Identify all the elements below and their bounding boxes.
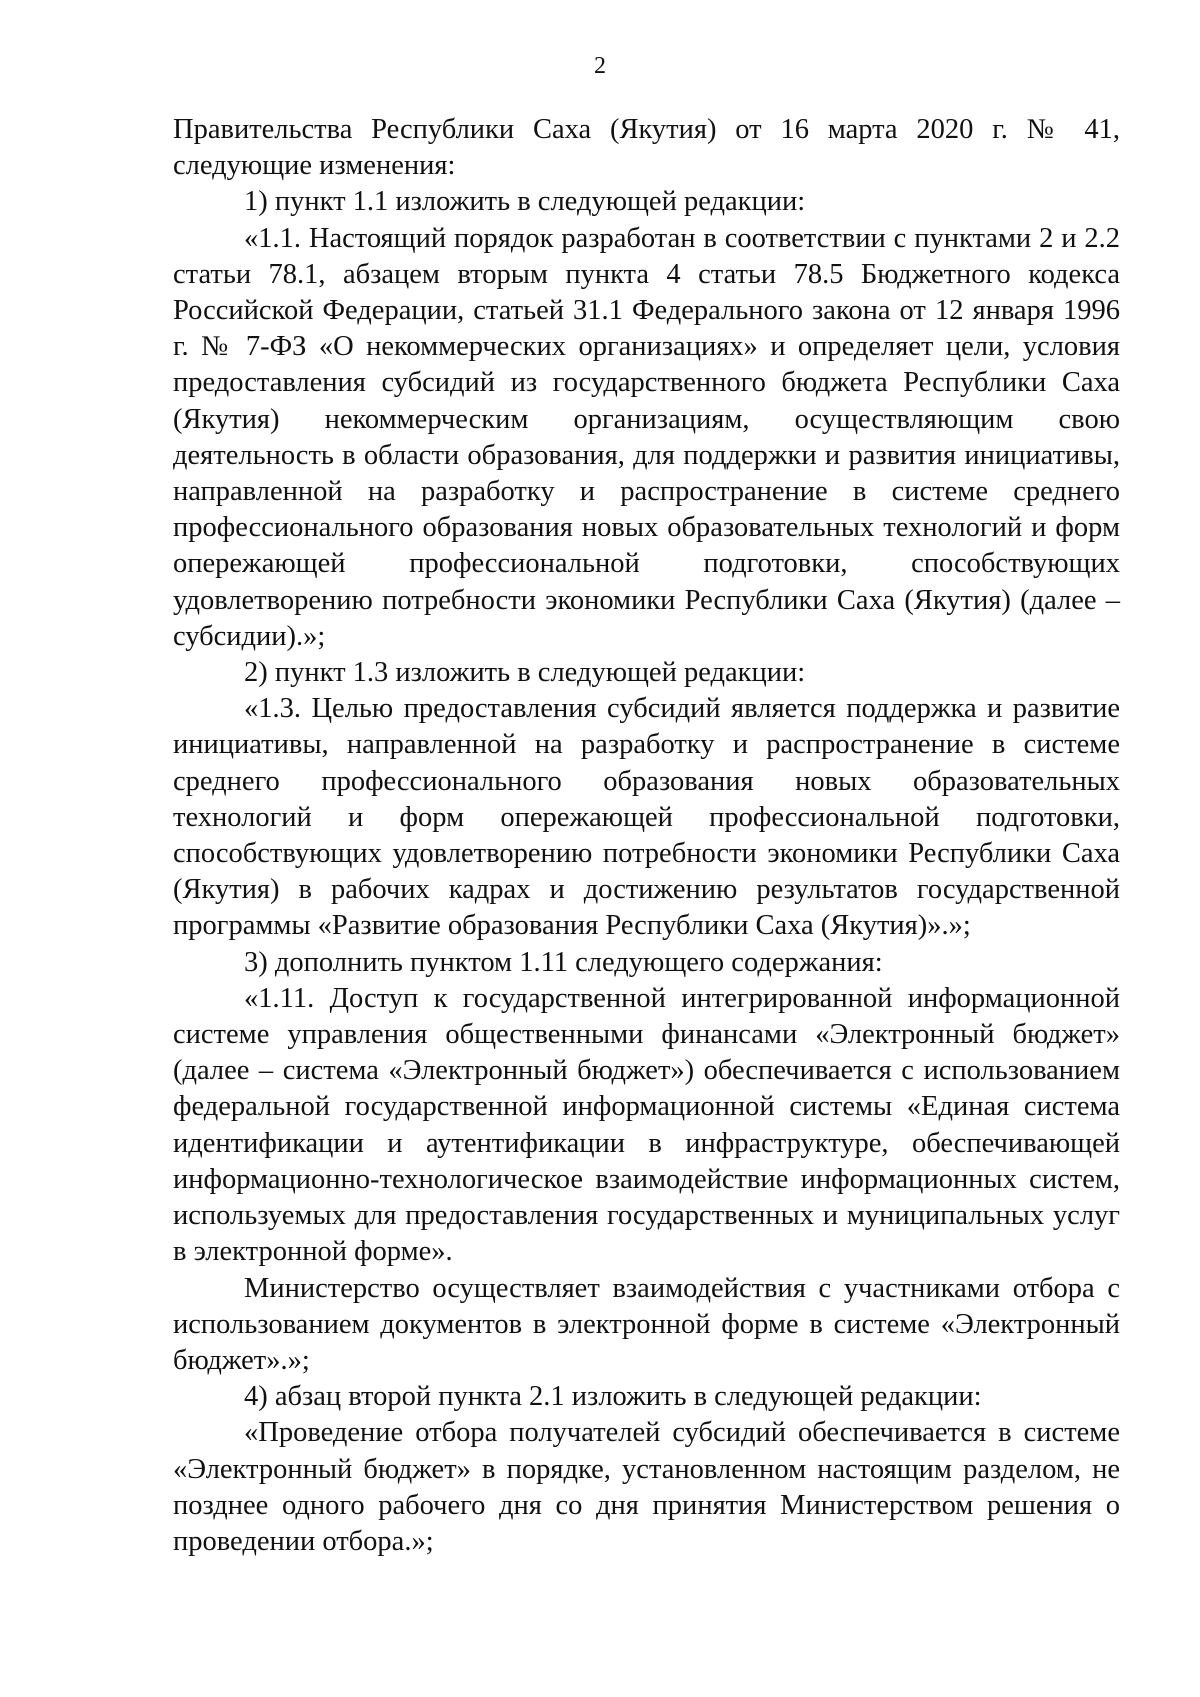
paragraph-item-2: 2) пункт 1.3 изложить в следующей редакции: (244, 657, 806, 689)
paragraph-item-4: 4) абзац второй пункта 2.1 изложить в следующей редакции: (244, 1381, 982, 1413)
paragraph-clause-1-3: «1.3. Целью предоставления субсидий является поддержка и развитие инициативы, направленной на разработку и распространение в системе среднего профессионального образования новых образовательных технологий и форм опережающей профессиональной подготовки, способствующих удовлетворению потребности экономики Республики Саха (Якутия) в рабочих кадрах и достижению результатов государственной программы «Развитие образования Республики Саха (Якутия)».»; (173, 693, 1120, 942)
paragraph-ministry: Министерство осуществляет взаимодействия с участниками отбора с использованием документов в электронной форме в системе «Электронный бюджет».»; (173, 1272, 1120, 1376)
page-number: 2 (594, 53, 606, 79)
paragraph-intro: Правительства Республики Саха (Якутия) от 16 марта 2020 г. № 41, следующие изменения: (173, 114, 1120, 182)
paragraph-clause-1-1: «1.1. Настоящий порядок разработан в соответствии с пунктами 2 и 2.2 статьи 78.1, абзацем вторым пункта 4 статьи 78.5 Бюджетного кодекса Российской Федерации, статьей 31.1 Федерального закона от 12 января 1996 г. № 7-ФЗ «О некоммерческих организациях» и определяет цели, условия предоставления субсидий из государственного бюджета Республики Саха (Якутия) некоммерческим организациям, осуществляющим свою деятельность в области образования, для поддержки и развития инициативы, направленной на разработку и распространение в системе среднего профессионального образования новых образовательных технологий и форм опережающей профессиональной подготовки, способствующих удовлетворению потребности экономики Республики Саха (Якутия) (далее – субсидии).»; (173, 222, 1120, 652)
paragraph-item-1: 1) пункт 1.1 изложить в следующей редакции: (244, 186, 806, 218)
paragraph-item-3: 3) дополнить пунктом 1.11 следующего содержания: (244, 946, 883, 978)
paragraph-clause-1-11: «1.11. Доступ к государственной интегрированной информационной системе управления общественными финансами «Электронный бюджет» (далее – система «Электронный бюджет») обеспечивается с использованием федеральной государственной информационной системы «Единая система идентификации и аутентификации в инфраструктуре, обеспечивающей информационно-технологическое взаимодействие информационных систем, используемых для предоставления государственных и муниципальных услуг в электронной форме». (173, 982, 1120, 1268)
paragraph-selection: «Проведение отбора получателей субсидий обеспечивается в системе «Электронный бюджет» в порядке, установленном настоящим разделом, не позднее одного рабочего дня со дня принятия Министерством решения о проведении отбора.»; (173, 1417, 1120, 1557)
document-body (173, 112, 1120, 1560)
